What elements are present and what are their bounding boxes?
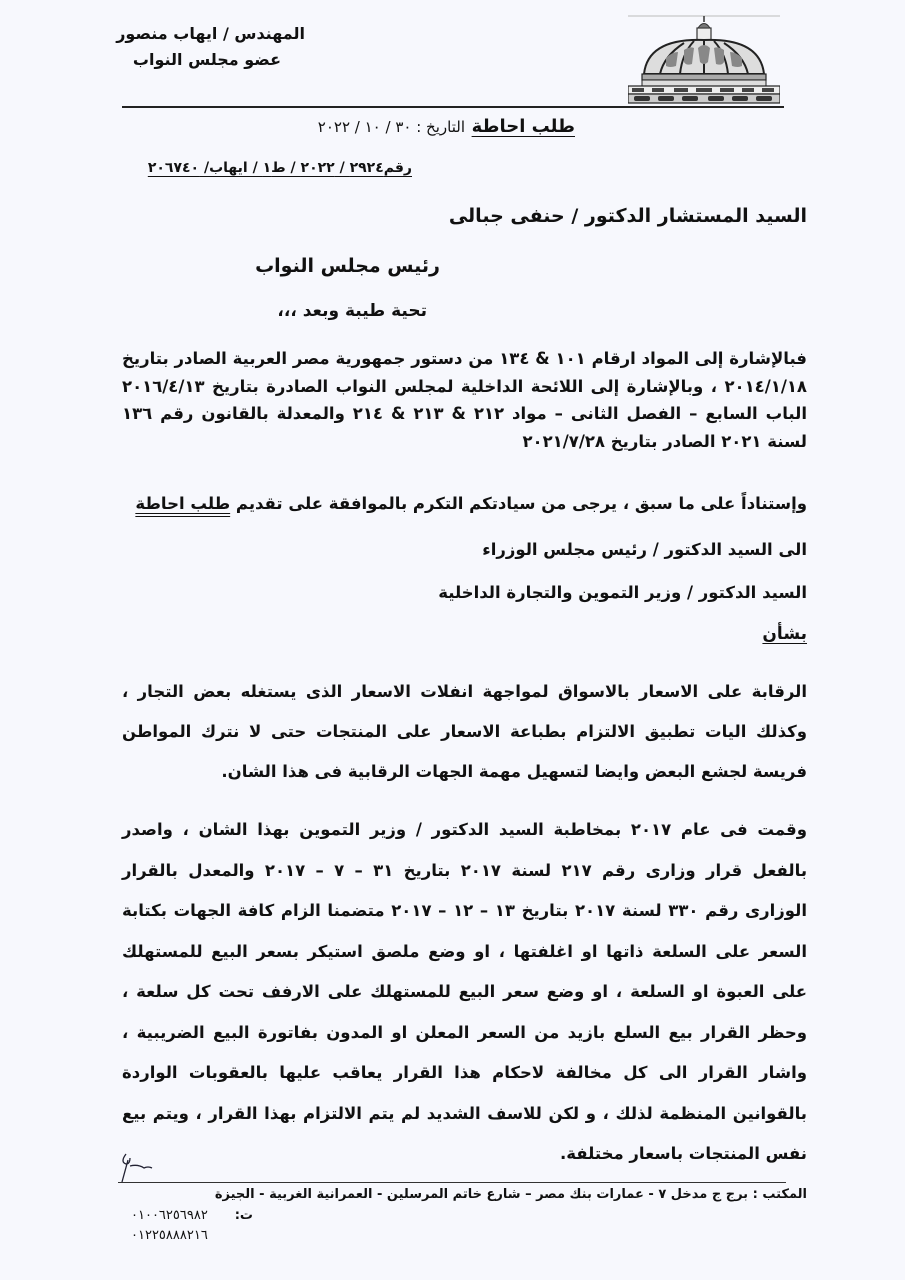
request-text: وإستناداً على ما سبق ، يرجى من سيادتكم التكرم بالموافقة على تقديم xyxy=(230,494,807,513)
recipient-prime-minister: الى السيد الدكتور / رئيس مجلس الوزراء xyxy=(482,540,807,559)
history-paragraph: وقمت فى عام ٢٠١٧ بمخاطبة السيد الدكتور / وزير التموين بهذا الشان ، واصدر بالفعل قرار وزارى رقم ٢١٧ لسنة ٢٠١٧ بتاريخ ٣١ – ٧ – ٢٠١٧ والمعدل بالقرار الوزارى رقم ٣٣٠ لسنة ٢٠١٧ بتاريخ ١٣ – ١٢ – ٢٠١٧ متضمنا الزام كافة الجهات بكتابة السعر على السلعة ذاتها او اغلفتها ، او وضع ملصق استيكر بسعر البيع للمستهلك على العبوة او السلعة ، او وضع سعر البيع للمستهلك على الارفف تحت كل سلعة ، وحظر القرار بيع السلع بازيد من السعر المعلن او المدون بفاتورة البيع الضريبية ، واشار القرار الى كل مخالفة لاحكام هذا القرار يعاقب عليها بالعقوبات الواردة بالقوانين المنظمة لذلك ، و لكن للاسف الشديد لم يتم الالتزام بهذا القرار ، ويتم بيع نفس المنتجات باسعار مختلفة. xyxy=(122,820,808,1163)
member-name: المهندس / ايهاب منصور xyxy=(116,24,305,43)
subject-label: بشأن xyxy=(762,624,807,644)
subject-paragraph: الرقابة على الاسعار بالاسواق لمواجهة انفلات الاسعار الذى يستغله بعض التجار ، وكذلك اليات تطبيق الالتزام بطباعة الاسعار على المنتجات حتى لا نترك المواطن فريسة لجشع البعض وايضا لتسهيل مهمة الجهات الرقابية فى هذا الشان. xyxy=(122,682,807,781)
request-paragraph xyxy=(122,490,807,518)
signature-mark xyxy=(118,1150,154,1184)
document-date: التاريخ : ٣٠ / ١٠ / ٢٠٢٢ xyxy=(317,118,465,136)
header-divider xyxy=(122,106,784,108)
document-type-heading: طلب احاطة xyxy=(471,116,575,137)
phone-label: ت: xyxy=(234,1208,253,1223)
reference-number: رقم٢٩٢٤ / ٢٠٢٢ / ط١ / ايهاب/ ٢٠٦٧٤٠ xyxy=(147,160,412,176)
footer-divider xyxy=(118,1182,786,1183)
parliament-dome-icon xyxy=(628,14,780,106)
recipient-supply-minister: السيد الدكتور / وزير التموين والتجارة الداخلية xyxy=(438,583,807,602)
member-title: عضو مجلس النواب xyxy=(132,50,281,69)
phone-number-1: ٠١٠٠٦٢٥٦٩٨٢ xyxy=(131,1208,208,1223)
office-address: المكتب : برج ج مدخل ٧ - عمارات بنك مصر – شارع خاتم المرسلين - العمرانية الغربية - الجيزة xyxy=(214,1187,807,1202)
reference-paragraph: فبالإشارة إلى المواد ارقام ١٠١ & ١٣٤ من دستور جمهورية مصر العربية الصادر بتاريخ ٢٠١٤/١/١٨ ، وبالإشارة إلى اللائحة الداخلية لمجلس النواب الصادرة بتاريخ ٢٠١٦/٤/١٣ الباب السابع – الفصل الثانى – مواد ٢١٢ & ٢١٣ & ٢١٤ والمعدلة بالقانون رقم ١٣٦ لسنة ٢٠٢١ الصادر بتاريخ ٢٠٢١/٧/٢٨ xyxy=(122,349,807,451)
greeting: تحية طيبة وبعد ،،، xyxy=(277,301,427,321)
phone-number-2: ٠١٢٢٥٨٨٨٢١٦ xyxy=(131,1228,208,1243)
addressee-title: رئيس مجلس النواب xyxy=(255,255,440,277)
request-emphasis: طلب احاطة xyxy=(135,494,231,513)
addressee-name: السيد المستشار الدكتور / حنفى جبالى xyxy=(448,205,807,227)
